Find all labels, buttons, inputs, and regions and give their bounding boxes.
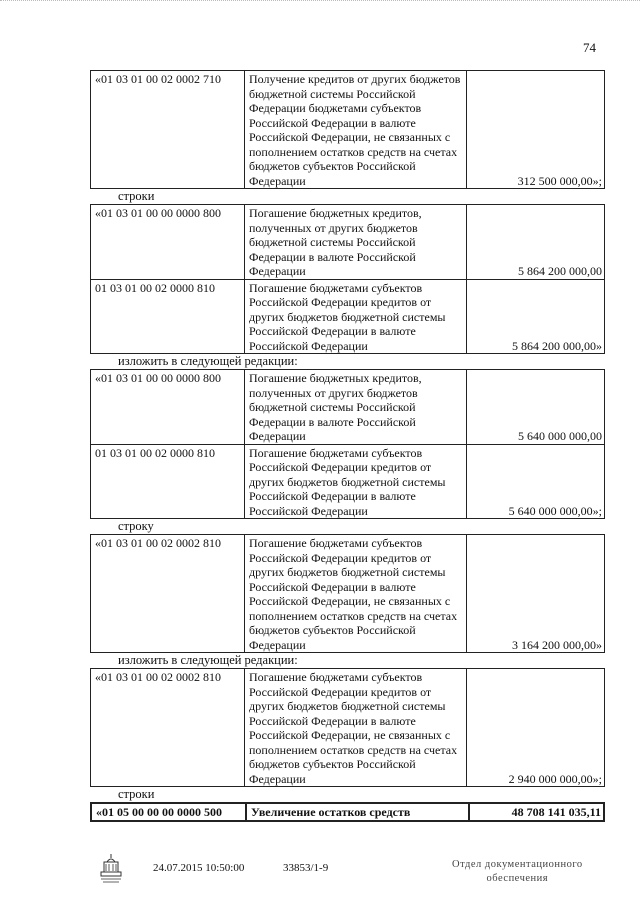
amount-cell: 5 640 000 000,00»;	[467, 444, 605, 519]
connecting-phrase: изложить в следующей редакции:	[118, 354, 298, 368]
budget-table	[90, 204, 605, 354]
table-row	[91, 205, 605, 280]
code-cell: «01 03 01 00 02 0002 710	[91, 71, 245, 189]
page-number: 74	[583, 40, 596, 55]
connecting-phrase: изложить в следующей редакции:	[118, 653, 298, 667]
code-cell: «01 03 01 00 02 0002 810	[91, 535, 245, 653]
footer-datetime: 24.07.2015 10:50:00	[153, 862, 245, 874]
table-row	[91, 370, 605, 445]
description-cell: Погашение бюджетами субъектов Российской Федерации кредитов от других бюджетов бюджетной системы Российской Федерации в валюте Российской Федерации, не связанных с пополнением остатков средств на счетах бюджетов субъектов Российской Федерации	[245, 535, 467, 653]
document-body	[90, 70, 605, 822]
code-cell: «01 03 01 00 00 0000 800	[91, 370, 245, 445]
amount-cell: 5 640 000 000,00	[467, 370, 605, 445]
connecting-phrase: строки	[118, 787, 155, 801]
budget-table	[90, 668, 605, 787]
budget-table	[90, 70, 605, 189]
code-cell: 01 03 01 00 02 0000 810	[91, 279, 245, 354]
amount-cell: 48 708 141 035,11	[469, 803, 604, 821]
budget-table	[90, 802, 605, 822]
description-cell: Погашение бюджетами субъектов Российской Федерации кредитов от других бюджетов бюджетной системы Российской Федерации в валюте Российской Федерации	[245, 279, 467, 354]
description-cell: Погашение бюджетами субъектов Российской Федерации кредитов от других бюджетов бюджетной системы Российской Федерации в валюте Российской Федерации, не связанных с пополнением остатков средств на счетах бюджетов субъектов Российской Федерации	[245, 669, 467, 787]
amount-cell: 5 864 200 000,00	[467, 205, 605, 280]
budget-table	[90, 369, 605, 519]
table-row	[91, 279, 605, 354]
code-cell: 01 03 01 00 02 0000 810	[91, 444, 245, 519]
code-cell: «01 03 01 00 02 0002 810	[91, 669, 245, 787]
amount-cell: 3 164 200 000,00»	[467, 535, 605, 653]
top-border	[0, 0, 640, 5]
amount-cell: 312 500 000,00»;	[467, 71, 605, 189]
dome-building-icon	[98, 852, 124, 884]
description-cell: Погашение бюджетами субъектов Российской Федерации кредитов от других бюджетов бюджетной системы Российской Федерации в валюте Российской Федерации	[245, 444, 467, 519]
footer-doc-number: 33853/1-9	[283, 862, 329, 874]
table-row	[91, 71, 605, 189]
table-row	[91, 669, 605, 787]
description-cell: Погашение бюджетных кредитов, полученных от других бюджетов бюджетной системы Российской Федерации в валюте Российской Федерации	[245, 205, 467, 280]
footer-stamp	[452, 858, 583, 886]
description-cell: Погашение бюджетных кредитов, полученных от других бюджетов бюджетной системы Российской Федерации в валюте Российской Федерации	[245, 370, 467, 445]
budget-table	[90, 534, 605, 653]
amount-cell: 2 940 000 000,00»;	[467, 669, 605, 787]
code-cell: «01 05 00 00 00 0000 500	[91, 803, 246, 821]
table-row	[91, 535, 605, 653]
stamp-line-1: Отдел документационного	[452, 859, 583, 870]
connecting-phrase: строку	[118, 519, 154, 533]
connecting-phrase: строки	[118, 189, 155, 203]
stamp-line-2: обеспечения	[486, 873, 549, 884]
description-cell: Получение кредитов от других бюджетов бюджетной системы Российской Федерации бюджетами субъектов Российской Федерации в валюте Российской Федерации, не связанных с пополнением остатков средств на счетах бюджетов субъектов Российской Федерации	[245, 71, 467, 189]
description-cell: Увеличение остатков средств	[246, 803, 469, 821]
code-cell: «01 03 01 00 00 0000 800	[91, 205, 245, 280]
amount-cell: 5 864 200 000,00»	[467, 279, 605, 354]
table-row	[91, 444, 605, 519]
table-row	[91, 803, 604, 821]
